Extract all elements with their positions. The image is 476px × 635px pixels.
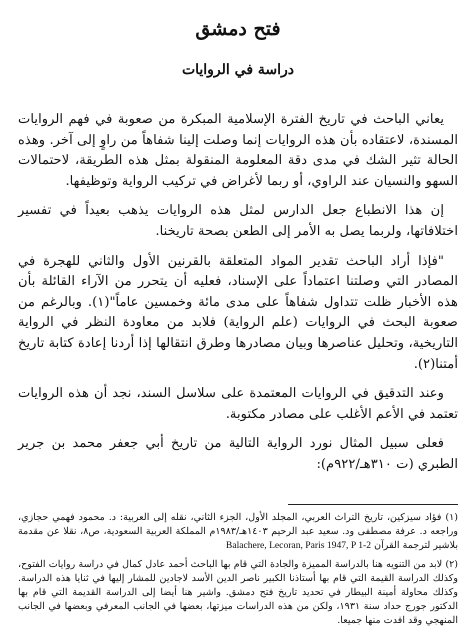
footnote-1-latin-citation: Balachere, Lecoran, Paris 1947, P 1-2	[225, 540, 372, 552]
paragraph-5: فعلى سبيل المثال نورد الرواية التالية من تاريخ أبي جعفر محمد بن جرير الطبري (ت ٣١٠هـ/٩٢٢م):	[18, 436, 458, 472]
body-text	[18, 110, 458, 485]
footnotes	[18, 511, 458, 633]
footnote-divider	[288, 504, 458, 505]
footnote-1	[18, 511, 458, 554]
paragraph-2: إن هذا الانطباع جعل الدارس لمثل هذه الروايات يذهب بعيداً في تفسير اختلافاتها، ولربما يصل به الأمر إلى الطعن بصحة تاريخنا.	[18, 203, 458, 239]
chapter-title: فتح دمشق	[195, 18, 281, 40]
footnote-1-text: (١) فؤاد سيزكين، تاريخ التراث العربي، المجلد الأول، الجزء الثاني، نقله إلى العربية: د. محمود فهمي حجازي، وراجعه د. عرفة مصطفى ود. سعيد عبد الرحيم ١٤٠٣هـ/١٩٨٣م المملكة العربية السعودية، ص٨، نقلا عن مقدمة بلاشير لترجمة القرآن	[18, 512, 459, 552]
section-subtitle: دراسة في الروايات	[181, 62, 295, 78]
paragraph-1: يعاني الباحث في تاريخ الفترة الإسلامية المبكرة من صعوبة في فهم الروايات المسندة، لاعتقاده بأن هذه الروايات إنما وصلت إلينا شفاهاً من راوٍ إلى آخر. وهذه الحالة تثير الشك في مدى دقة المعلومة المنقولة بمثل هذه الطريقة، لاحتمالات السهو والنسيان عند الراوي، أو ربما لأغراض في تركيب الرواية وتوظيفها.	[18, 112, 458, 189]
footnote-2: (٢) لابد من التنويه هنا بالدراسة المميزة والجادة التي قام بها الباحث أحمد عادل كمال في دراسة روايات الفتوح، وكذلك الدراسة القيمة التي قام بها أستاذنا الكبير ناصر الدين الأسد لاجادين للمشار إليها في ثنايا هذه الدراسة. وكذلك محاولة أمينة البيطار في تحديد تاريخ فتح دمشق. واشير هنا أيضا إلى الدراسة القديمة التي قام بها الدكتور جورج حداد سنة ١٩٣١، ولكن من هذه الدراسات ميزتها، بعضها في الجانب المعرفي وبعضها في الجانب المنهجي وقد افدت منها جميعا.	[18, 558, 458, 627]
paragraph-3: "فإذا أراد الباحث تقدير المواد المتعلقة بالقرنين الأول والثاني للهجرة في المصادر التي وصلتنا اعتماداً على الإسناد، فعليه أن يتحرر من الآراء القائلة بأن هذه الأخبار ظلت تتداول شفاهاً على مدى مائة وخمسين عاماً"(١). وبالرغم من صعوبة البحث في الروايات (علم الرواية) فلابد من معاودة النظر في الرواية التاريخية، وتحليل عناصرها وبيان مصادرها وطرق انتقالها إذا أردنا إعادة كتابة تاريخ أمتنا(٢).	[18, 253, 458, 372]
paragraph-4: وعند التدقيق في الروايات المعتمدة على سلاسل السند، نجد أن هذه الروايات تعتمد في الأعم الأغلب على مصادر مكتوبة.	[18, 386, 458, 422]
